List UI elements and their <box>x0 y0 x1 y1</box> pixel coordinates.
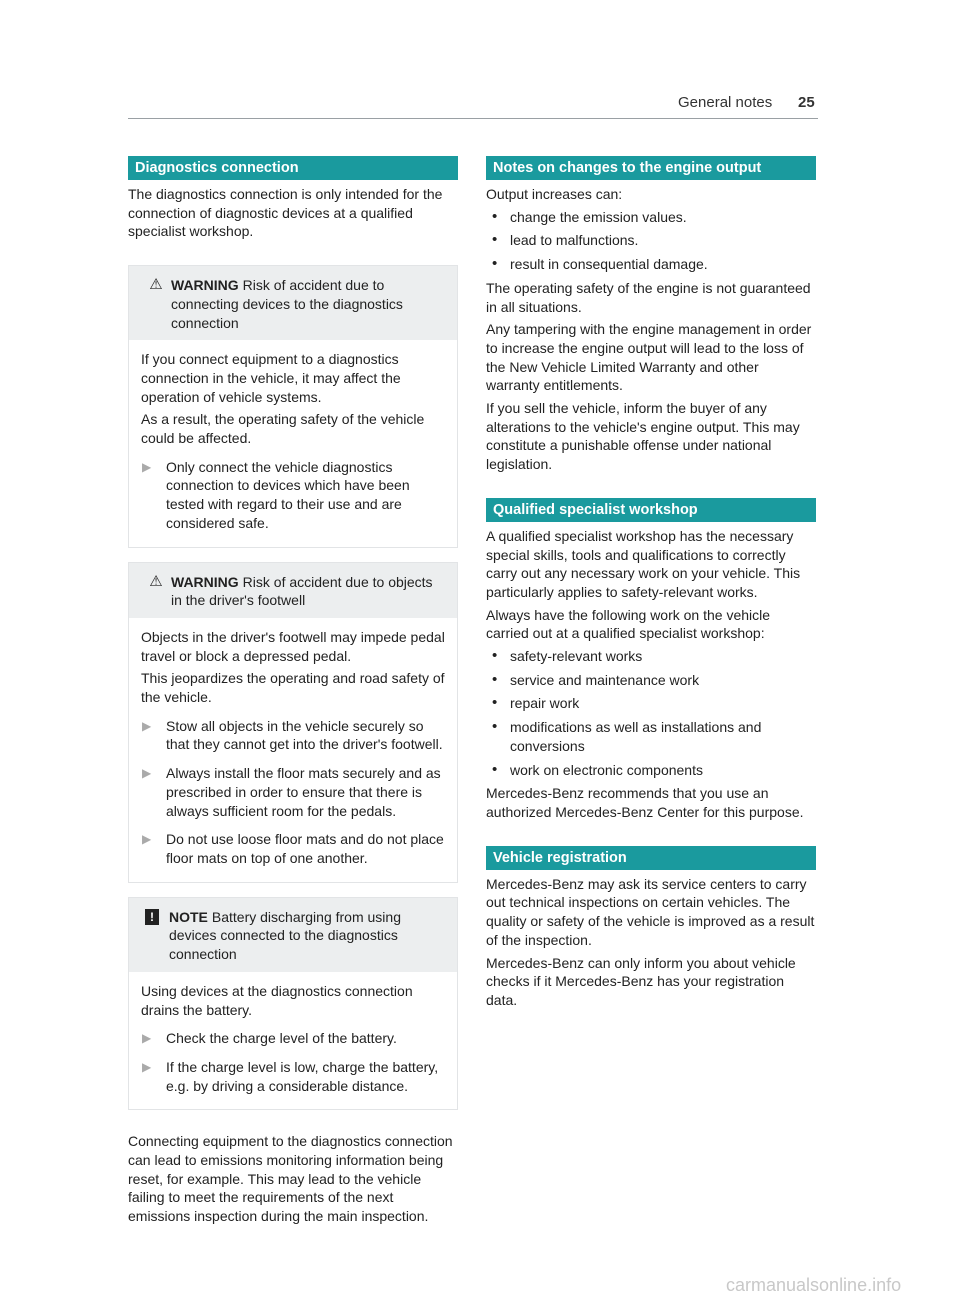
engine-bullet-list <box>486 208 816 274</box>
warning-paragraph: This jeopardizes the operating and road safety of the vehicle. <box>141 670 445 706</box>
list-item: • result in consequential damage. <box>486 255 816 274</box>
engine-paragraph: Any tampering with the engine management in order to increase the engine output will lead to the loss of the New Vehicle Limited Warranty and other warranty entitlements. <box>486 321 812 394</box>
step-arrow-icon: ▶ <box>142 459 152 474</box>
list-item: • repair work <box>486 694 816 713</box>
step-arrow-icon: ▶ <box>142 1059 152 1074</box>
warning-paragraph: As a result, the operating safety of the vehicle could be affected. <box>141 411 425 447</box>
note-heading: Battery discharging from using devices connected to the diagnostics connection <box>169 908 401 963</box>
instruction-step: ▶ Always install the floor mats securely and as prescribed in order to ensure that there is always sufficient room for the pedals. <box>142 765 441 819</box>
note-header <box>129 898 457 972</box>
section-title-engine-output: Notes on changes to the engine output <box>486 156 816 180</box>
engine-paragraph: The operating safety of the engine is not guaranteed in all situations. <box>486 279 811 315</box>
instruction-step: ▶ Do not use loose floor mats and do not place floor mats on top of one another. <box>142 831 444 866</box>
warning-header <box>129 563 457 618</box>
step-arrow-icon: ▶ <box>142 832 152 847</box>
list-item: • change the emission values. <box>486 208 816 227</box>
instruction-step: ▶ If the charge level is low, charge the battery, e.g. by driving a considerable distance. <box>142 1058 439 1094</box>
exclamation-icon: ! <box>145 909 159 925</box>
workshop-paragraph: Mercedes-Benz recommends that you use an authorized Mercedes-Benz Center for this purpose. <box>486 785 804 820</box>
section-title-workshop: Qualified specialist workshop <box>486 498 816 522</box>
workshop-paragraph: Always have the following work on the vehicle carried out at a qualified specialist workshop: <box>486 606 771 642</box>
workshop-paragraph: A qualified specialist workshop has the necessary special skills, tools and qualifications to correctly carry out any necessary work on your vehicle. This particularly applies to safety-relevant works. <box>486 527 801 600</box>
warning-label: WARNING <box>171 277 239 294</box>
warning-header <box>129 266 457 340</box>
warning-label: WARNING <box>171 573 239 590</box>
closing-paragraph: Connecting equipment to the diagnostics connection can lead to emissions monitoring information being reset, for example. This may lead to the vehicle failing to meet the requirements of the next emissions inspection during the main inspection. <box>128 1133 453 1225</box>
warning-triangle-icon: ⚠ <box>149 276 163 294</box>
warning-box-footwell <box>128 562 458 883</box>
watermark: carmanualsonline.info <box>726 1275 902 1295</box>
warning-heading: Risk of accident due to connecting devices to the diagnostics connection <box>171 277 403 331</box>
warning-paragraph: If you connect equipment to a diagnostics connection in the vehicle, it may affect the operation of vehicle systems. <box>141 351 401 405</box>
instruction-step: ▶ Stow all objects in the vehicle securely so that they cannot get into the driver's footwell. <box>142 717 443 753</box>
list-item: • work on electronic components <box>486 761 816 780</box>
header-rule <box>128 118 818 119</box>
warning-paragraph: Objects in the driver's footwell may impede pedal travel or block a depressed pedal. <box>141 628 445 664</box>
step-arrow-icon: ▶ <box>142 1031 152 1046</box>
instruction-step: ▶ Check the charge level of the battery. <box>142 1030 397 1047</box>
list-item: • service and maintenance work <box>486 671 816 690</box>
workshop-bullet-list <box>486 647 816 779</box>
list-item: • modifications as well as installations and conversions <box>486 718 816 755</box>
step-arrow-icon: ▶ <box>142 718 152 733</box>
list-item: • safety-relevant works <box>486 647 816 666</box>
engine-paragraph: If you sell the vehicle, inform the buyer of any alterations to the vehicle's engine output. This may constitute a punishable offense under national legislation. <box>486 400 800 473</box>
engine-intro: Output increases can: <box>486 186 623 202</box>
registration-paragraph: Mercedes-Benz may ask its service centers to carry out technical inspections on certain vehicles. The quality or safety of the vehicle is improved as a result of the inspection. <box>486 875 815 948</box>
page-number: 25 <box>798 94 815 111</box>
section-title-registration: Vehicle registration <box>486 846 816 870</box>
warning-heading: Risk of accident due to objects in the driver's footwell <box>171 573 433 609</box>
warning-triangle-icon: ⚠ <box>149 572 163 590</box>
list-item: • lead to malfunctions. <box>486 231 816 250</box>
note-paragraph: Using devices at the diagnostics connection drains the battery. <box>141 982 413 1018</box>
left-column <box>128 156 458 1230</box>
note-label: NOTE <box>169 908 208 925</box>
right-column <box>486 156 816 1014</box>
header-title: General notes <box>678 94 773 111</box>
note-box-battery <box>128 897 458 1111</box>
diagnostics-intro: The diagnostics connection is only intended for the connection of diagnostic devices at a qualified specialist workshop. <box>128 186 443 240</box>
section-title-diagnostics: Diagnostics connection <box>128 156 458 180</box>
instruction-step: ▶ Only connect the vehicle diagnostics connection to devices which have been tested with regard to their use and are considered safe. <box>142 458 410 531</box>
step-arrow-icon: ▶ <box>142 766 152 781</box>
warning-box-devices <box>128 265 458 547</box>
registration-paragraph: Mercedes-Benz can only inform you about vehicle checks if it Mercedes-Benz has your registration data. <box>486 954 796 1008</box>
